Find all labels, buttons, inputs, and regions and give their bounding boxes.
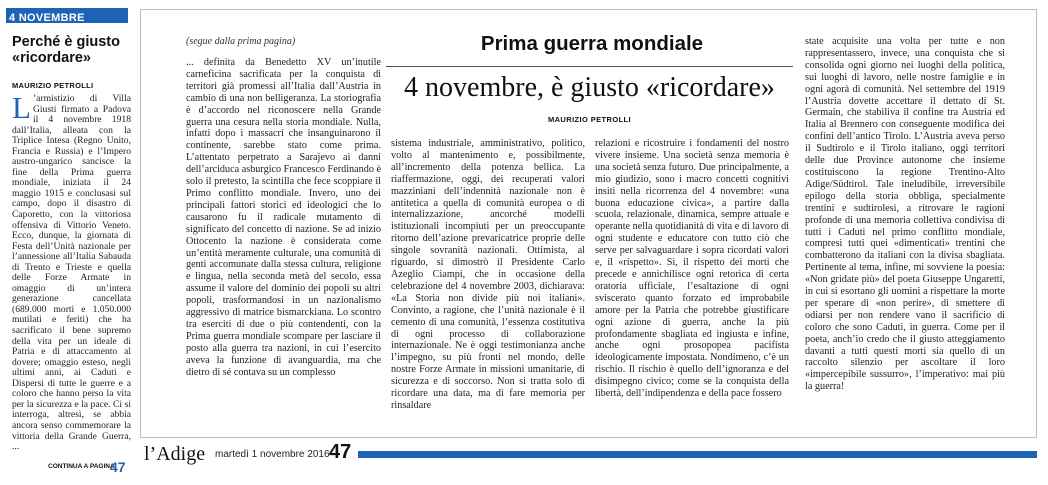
article-column-1: [186, 57, 381, 378]
column-3-text: relazioni e ricostruire i fondamenti del nostro vivere insieme. Una società senza memoria è una società senza futuro. Due principalmente, a mio giudizio, sono i macro concetti cognitivi insiti nella ricorrenza del 4 novembre: «una buona educazione civica», a partire dalla scuola, relazionale, dinamica, sempre attuale e operante nella quotidianità di vita e di lavoro di ogni studente e educatore con tutto ciò che serve per salvaguardare i sopra ricordati valori e, il «rispetto». Sì, il rispetto dei morti che precede e annichilisce ogni retorica di certa oratoria ufficiale, l’esaltazione di ogni sviscerato quanto forzato ed improbabile amore per la Patria che potrebbe giustificare ogni azione di guerra, anche la più profondamente sbagliata ed ingiusta e infine, anche ogni prosopopea pacifista ideologicamente impostata. Nondimeno, c’è un rischio. Il rischio è quello dell’ignoranza e del disimpegno civico; come se la conquista della libertà, dell’indipendenza e della pace fossero: [595, 138, 789, 400]
column-2-text: sistema industriale, amministrativo, politico, volto al mantenimento e, possibilmente, all’incremento della potenza bellica. La riaffermazione, oggi, dei recuperati valori mazziniani dell’indennità nazionale non è antitetica a quella di comunità europea o di internalizzazione, ancorché modelli istituzionali incompiuti per un preoccupante ritorno dell’azione prevaricatrice proprie delle singole sovranità nazionali. Ottimista, al riguardo, si dimostrò il Presidente Carlo Azeglio Ciampi, che in occasione della celebrazione del 4 novembre 2003, dichiarava: «La Storia non divide più noi italiani». Convinto, a ragione, che l’unità nazionale è il cemento di una comunità, l’essenza costitutiva di ogni processo di collaborazione internazionale. Ne è oggi testimonianza anche l’impegno, su più fronti nel mondo, delle nostre Forze Armate in missioni umanitarie, di sicurezza e di soccorso. Non si tratta solo di ricordare una data, ma di fare memoria per rinsaldare: [391, 138, 585, 411]
continue-label: CONTINUA A PAGINA: [48, 463, 115, 470]
kicker-label: 4 NOVEMBRE: [9, 12, 85, 24]
continue-page-link[interactable]: 47: [110, 459, 126, 475]
teaser-title: Perché è giusto «ricordare»: [12, 34, 120, 66]
segue-note: (segue dalla prima pagina): [186, 36, 296, 47]
article-column-3: [595, 138, 789, 400]
article-column-4: [805, 36, 1005, 393]
article-subtitle: 4 novembre, è giusto «ricordare»: [404, 72, 775, 103]
page-number: 47: [329, 441, 352, 463]
drop-cap: L: [12, 90, 31, 125]
title-rule: [386, 66, 793, 67]
article-column-2: [391, 138, 585, 412]
teaser-text: ’armistizio di Villa Giusti firmato a Padova il 4 novembre 1918 dall’Italia, alleata con la Triplice Intesa (Regno Unito, Francia e Russia) e l’Impero austro-ungarico sancisce la fine della Prima guerra mondiale, iniziata il 24 maggio 1915 e conclusasi sul campo, dopo il disastro di Caporetto, con la vittoriosa offensiva di Vittorio Veneto. Ecco, dunque, la giornata di Festa dell’Unità nazionale per l’annessione all’Italia Sabauda di Trento e Trieste e quella delle Forze Armate in omaggio di un’intera generazione cancellata (689.000 morti e 1.050.000 mutilati e feriti) che ha sacrificato il bene supremo della vita per un ideale di Patria e di attaccamento al dovere; omaggio esteso, negli ultimi anni, ai Caduti e Dispersi di tutte le guerre e a coloro che hanno perso la vita per la sicurezza e la pace. Ci si interroga, altresì, se abbia ancora senso commemorare la vittoria della Grande Guerra, ...: [12, 93, 131, 453]
footer-accent-bar: [358, 451, 1037, 458]
article-title: Prima guerra mondiale: [480, 32, 704, 55]
footer-date: martedì 1 novembre 2016: [215, 449, 330, 460]
newspaper-logo: l’Adige: [144, 443, 206, 465]
teaser-body: [12, 90, 131, 453]
column-4-text: state acquisite una volta per tutte e non rappresentassero, invece, una conquista che si consolida ogni giorno nei luoghi della politica, sui luoghi di lavoro, nelle nostre famiglie e in ogni agorà di comunità. Nel settembre del 1919 l’Austria dovette accettare il dettato di St. Germain, che stabiliva il confine tra Austria ed Italia al Brennero con conseguente modifica dei confini dell’antico Tirolo. L’Austria aveva perso il Sudtirolo e il Tirolo italiano, oggi territori delle due Province autonome che insieme costituiscono la regione Trentino-Alto Adige/Südtirol. Tale ineludibile, irreversibile epilogo della storia obbliga, specialmente trentini e sudtirolesi, a ritrovare le ragioni profonde di una memoria collettiva condivisa di tutti i Caduti nel primo conflitto mondiale, compresi tutti quei «dimenticati» trentini che combatterono da italiani con la divisa sbagliata. Pertinente al tema, infine, mi sovviene la poesia: «Non gridate più» del poeta Giuseppe Ungaretti, in cui si esortano gli uomini a rispettare la morte per sperare di «non perire», di smettere di odiarsi per non rendere vano il sacrificio di coloro che sono Caduti, in guerra. Come per il poeta, anch’io credo che il giusto atteggiamento davanti a tutti questi morti sia quello di un raccolto silenzio per ascoltare il loro «impercepibile sussurro», l’imperativo: mai più la guerra!: [805, 36, 1005, 393]
column-1-text: ... definita da Benedetto XV un’inutile carneficina sacrificata per la conquista di territori già promessi all’Italia dall’Austria in cambio di una non belligeranza. La storiografia è d’accordo nel riconoscere nella Grande guerra una cesura nella storia mondiale. Nulla, infatti dopo i massacri che insanguinarono il continente, sarebbe stato come prima. L’attentato perpetrato a Sarajevo ai danni dell’arciduca asburgico Francesco Ferdinando è solo il pretesto, la scintilla che fece scoppiare il Primo conflitto mondiale. Invero, uno dei principali fattori storici ed ideologici che lo causarono fu il radicale mutamento di significato del concetto di nazione. Se ad inizio Ottocento la nazione è considerata come un’entità meramente culturale, una comunità di genti accomunate dalla stessa cultura, religione e lingua, nella seconda metà del secolo, essa assume il valore del dominio dei popoli su altri popoli, trasformandosi in un nazionalismo aggressivo di matrice bismarckiana. Lo scontro tra eserciti di due o più contendenti, con la Prima guerra mondiale scompare per lasciare il posto alla guerra tra nazioni, in cui l’esercito aveva la funzione di avanguardia, ma che dietro di sé contava su un complesso: [186, 57, 381, 378]
section-kicker: [6, 8, 128, 23]
teaser-author: MAURIZIO PETROLLI: [12, 81, 94, 90]
article-author: MAURIZIO PETROLLI: [547, 115, 632, 124]
